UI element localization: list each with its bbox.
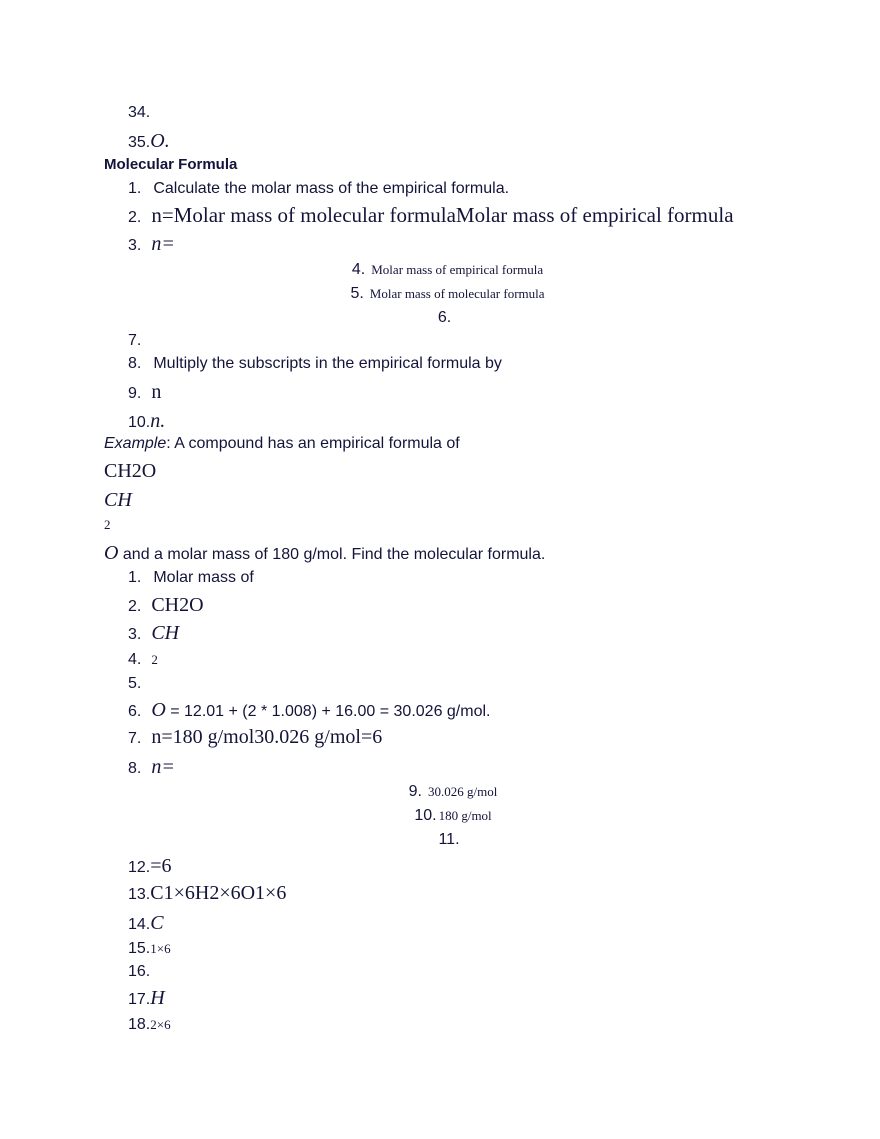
list-item: [128, 963, 150, 981]
list-item: [128, 381, 161, 404]
formula-plain: CH2O: [104, 460, 157, 482]
list-text: Molar mass of: [153, 569, 254, 586]
list-item: [128, 987, 165, 1010]
list-number: 5.: [350, 285, 364, 302]
list-number: 14.: [128, 916, 151, 933]
list-number: 16.: [128, 963, 151, 980]
list-number: 18.: [128, 1016, 151, 1033]
list-text: Molar mass of molecular formula: [369, 286, 545, 301]
list-item: [128, 855, 172, 878]
list-text: 180 g/mol: [438, 808, 492, 823]
list-item: [128, 651, 158, 669]
example-question: [104, 542, 545, 565]
list-item: [0, 831, 880, 849]
list-item: [128, 675, 141, 693]
list-number: 1.: [128, 180, 142, 197]
list-item: [128, 569, 254, 587]
list-text: CH: [151, 622, 180, 644]
list-number: 10.: [414, 807, 437, 824]
list-item: [128, 332, 141, 350]
list-text: n=: [151, 233, 175, 255]
list-number: 6.: [128, 703, 142, 720]
list-item: [128, 203, 734, 228]
list-text: n=180 g/mol30.026 g/mol=6: [151, 726, 383, 748]
list-number: 6.: [437, 309, 452, 326]
list-item: [128, 410, 165, 433]
list-number: 12.: [128, 859, 151, 876]
list-number: 4.: [351, 261, 366, 278]
list-text: 1×6: [150, 941, 171, 956]
list-number: 35.: [128, 134, 151, 151]
section-heading: Molecular Formula: [104, 156, 238, 173]
list-number: 9.: [408, 783, 422, 800]
list-item: [0, 261, 880, 279]
list-number: 4.: [128, 651, 142, 668]
list-item: [128, 726, 382, 749]
list-text: 2×6: [150, 1017, 171, 1032]
list-number: 11.: [438, 831, 460, 848]
example-intro: [104, 435, 460, 453]
list-number: 34.: [128, 104, 151, 121]
list-text: C: [150, 912, 164, 934]
list-text: CH2O: [151, 594, 204, 616]
list-text: Multiply the subscripts in the empirical formula by: [153, 355, 502, 372]
list-text: H: [150, 987, 165, 1009]
list-item: [128, 622, 179, 645]
list-number: 1.: [128, 569, 142, 586]
list-item: [128, 130, 170, 153]
list-number: 3.: [128, 626, 142, 643]
list-text: O.: [150, 130, 170, 152]
list-text: 2: [151, 652, 158, 667]
list-number: 8.: [128, 355, 142, 372]
list-text: 30.026 g/mol: [428, 784, 498, 799]
list-item: [128, 882, 286, 905]
list-item: [128, 104, 150, 122]
formula-ch: CH: [104, 489, 132, 511]
list-text: = 12.01 + (2 * 1.008) + 16.00 = 30.026 g/mol.: [165, 703, 491, 720]
list-number: 13.: [128, 886, 151, 903]
list-item: [128, 1016, 171, 1034]
list-item: [0, 285, 880, 303]
list-number: 17.: [128, 991, 151, 1008]
list-item: [128, 699, 490, 722]
example-text: : A compound has an empirical formula of: [166, 435, 460, 452]
list-item: [0, 309, 880, 327]
list-text: n.: [150, 410, 166, 432]
list-text: n: [151, 381, 162, 403]
list-item: [128, 756, 175, 779]
list-number: 2.: [128, 598, 142, 615]
list-item: [128, 912, 164, 935]
list-item: [0, 783, 880, 801]
list-text: n=: [151, 756, 175, 778]
list-item: [128, 594, 204, 617]
list-number: 9.: [128, 385, 142, 402]
list-number: 2.: [128, 209, 142, 226]
formula-subscript: 2: [104, 517, 111, 532]
list-number: 3.: [128, 237, 142, 254]
list-number: 7.: [128, 332, 142, 349]
list-item: [128, 940, 171, 958]
list-item: [128, 180, 509, 198]
list-number: 8.: [128, 760, 142, 777]
list-number: 7.: [128, 730, 142, 747]
example-question-text: and a molar mass of 180 g/mol. Find the molecular formula.: [118, 546, 546, 563]
formula-o: O: [104, 542, 119, 564]
list-item: [128, 233, 175, 256]
formula-o: O: [151, 699, 166, 721]
list-text: Molar mass of empirical formula: [371, 262, 544, 277]
example-label: Example: [104, 435, 167, 452]
list-text: n=Molar mass of molecular formulaMolar mass of empirical formula: [151, 203, 734, 227]
list-item: [0, 807, 880, 825]
list-number: 10.: [128, 414, 151, 431]
list-text: Calculate the molar mass of the empirical formula.: [153, 180, 510, 197]
list-number: 15.: [128, 940, 151, 957]
list-text: =6: [150, 855, 172, 877]
list-item: [128, 355, 502, 373]
list-number: 5.: [128, 675, 142, 692]
list-text: C1×6H2×6O1×6: [150, 882, 287, 904]
